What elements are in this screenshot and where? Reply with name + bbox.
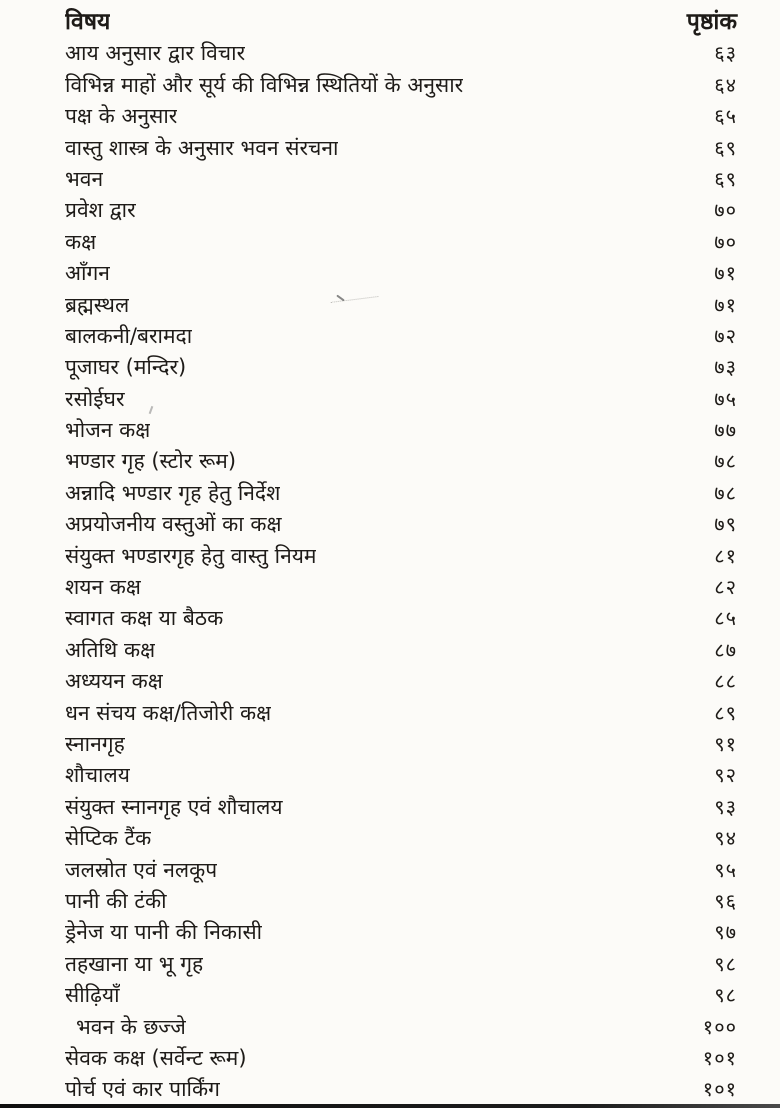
toc-entry-title: संयुक्त भण्डारगृह हेतु वास्तु नियम [65, 543, 317, 568]
toc-entry-row [65, 352, 737, 383]
toc-entry-title: शौचालय [65, 763, 130, 788]
toc-entry-list [65, 38, 737, 1105]
toc-entry-page-number: ९७ [714, 920, 737, 945]
page-number-column-header: पृष्ठांक [686, 9, 737, 35]
toc-entry-title: भवन [65, 166, 104, 191]
toc-entry-page-number: ७३ [714, 355, 737, 380]
toc-entry-page-number: ७२ [714, 323, 737, 348]
toc-entry-page-number: ९६ [714, 888, 737, 913]
toc-entry-title: अतिथि कक्ष [65, 637, 156, 662]
toc-entry-row [65, 227, 737, 258]
toc-entry-row [65, 729, 737, 760]
toc-entry-title: वास्तु शास्त्र के अनुसार भवन संरचना [65, 135, 339, 160]
toc-entry-row [65, 384, 737, 415]
toc-entry-row [65, 1074, 737, 1105]
toc-entry-page-number: १०१ [702, 1045, 737, 1070]
toc-entry-row [65, 698, 737, 729]
toc-entry-row [65, 446, 737, 477]
toc-entry-title: संयुक्त स्नानगृह एवं शौचालय [65, 794, 283, 819]
toc-entry-title: शयन कक्ष [65, 575, 141, 600]
toc-entry-title: बालकनी/बरामदा [65, 323, 193, 348]
toc-entry-row [65, 321, 737, 352]
toc-entry-page-number: ९८ [714, 951, 737, 976]
toc-entry-page-number: ६४ [714, 72, 737, 97]
toc-entry-title: रसोईघर [65, 386, 125, 411]
toc-entry-title: स्नानगृह [65, 731, 125, 756]
toc-header [65, 7, 737, 38]
toc-entry-page-number: ६३ [714, 41, 737, 66]
toc-entry-page-number: ७० [714, 229, 737, 254]
toc-entry-row [65, 258, 737, 289]
toc-entry-row [65, 603, 737, 634]
toc-entry-title: आँगन [65, 261, 110, 286]
toc-entry-page-number: ७८ [714, 480, 737, 505]
toc-entry-title: जलस्रोत एवं नलकूप [65, 857, 218, 882]
toc-entry-row [65, 195, 737, 226]
toc-entry-title: अध्ययन कक्ष [65, 669, 163, 694]
toc-entry-title: अप्रयोजनीय वस्तुओं का कक्ष [65, 512, 282, 537]
toc-entry-page-number: ७८ [714, 449, 737, 474]
toc-entry-row [65, 886, 737, 917]
toc-entry-row [65, 792, 737, 823]
toc-entry-row [65, 917, 737, 948]
toc-entry-row [65, 635, 737, 666]
toc-entry-row [65, 541, 737, 572]
toc-entry-title: भवन के छज्जे [76, 1014, 186, 1039]
toc-entry-title: कक्ष [65, 229, 97, 254]
toc-entry-row [65, 509, 737, 540]
toc-entry-page-number: ७० [714, 198, 737, 223]
toc-entry-page-number: ९३ [714, 794, 737, 819]
toc-entry-page-number: ८९ [714, 700, 737, 725]
toc-entry-title: अन्नादि भण्डार गृह हेतु निर्देश [65, 480, 281, 505]
toc-entry-title: सीढ़ियाँ [65, 983, 120, 1008]
page-bottom-scan-edge [0, 1104, 780, 1108]
toc-entry-row [65, 70, 737, 101]
toc-entry-title: भोजन कक्ष [65, 418, 151, 443]
toc-entry-row [65, 980, 737, 1011]
toc-entry-row [65, 38, 737, 69]
toc-entry-title: पूजाघर (मन्दिर) [65, 355, 187, 380]
toc-entry-page-number: ९४ [714, 826, 737, 851]
toc-entry-row [65, 478, 737, 509]
toc-entry-page-number: ७१ [714, 292, 737, 317]
toc-entry-row [65, 1043, 737, 1074]
toc-entry-page-number: ७१ [714, 261, 737, 286]
toc-entry-row [65, 101, 737, 132]
toc-entry-title: ड्रेनेज या पानी की निकासी [65, 920, 263, 945]
toc-entry-title: धन संचय कक्ष/तिजोरी कक्ष [65, 700, 272, 725]
toc-entry-page-number: ७९ [714, 512, 737, 537]
toc-entry-row [65, 415, 737, 446]
toc-entry-title: तहखाना या भू गृह [65, 951, 204, 976]
toc-entry-row [65, 1012, 737, 1043]
toc-entry-title: स्वागत कक्ष या बैठक [65, 606, 224, 631]
toc-entry-page-number: ६९ [714, 135, 737, 160]
toc-entry-title: सेवक कक्ष (सर्वेन्ट रूम) [65, 1045, 247, 1070]
toc-entry-title: भण्डार गृह (स्टोर रूम) [65, 449, 237, 474]
toc-entry-title: पोर्च एवं कार पार्किंग [65, 1077, 220, 1102]
toc-entry-row [65, 572, 737, 603]
toc-entry-title: पक्ष के अनुसार [65, 104, 178, 129]
toc-entry-page-number: ९१ [714, 731, 737, 756]
toc-entry-page-number: ८५ [714, 606, 737, 631]
toc-entry-row [65, 823, 737, 854]
toc-entry-page-number: ८७ [714, 637, 737, 662]
toc-entry-page-number: ९२ [714, 763, 737, 788]
toc-entry-page-number: ९८ [714, 983, 737, 1008]
toc-entry-row [65, 855, 737, 886]
toc-entry-row [65, 164, 737, 195]
toc-entry-title: आय अनुसार द्वार विचार [65, 41, 246, 66]
toc-entry-title: विभिन्न माहों और सूर्य की विभिन्न स्थितियों के अनुसार [65, 72, 464, 97]
toc-entry-page-number: ७७ [714, 418, 737, 443]
toc-entry-page-number: ८२ [714, 575, 737, 600]
toc-entry-title: सेप्टिक टैंक [65, 826, 152, 851]
toc-entry-row [65, 290, 737, 321]
toc-entry-row [65, 760, 737, 791]
toc-entry-title: पानी की टंकी [65, 888, 167, 913]
toc-entry-page-number: १०० [702, 1014, 737, 1039]
toc-entry-row [65, 949, 737, 980]
toc-entry-row [65, 133, 737, 164]
subject-column-header: विषय [65, 9, 111, 35]
toc-entry-title: प्रवेश द्वार [65, 198, 136, 223]
toc-entry-page-number: ७५ [714, 386, 737, 411]
toc-entry-page-number: ६९ [714, 166, 737, 191]
toc-entry-page-number: ८१ [714, 543, 737, 568]
toc-entry-title: ब्रह्मस्थल [65, 292, 130, 317]
toc-entry-page-number: १०१ [702, 1077, 737, 1102]
toc-entry-page-number: ८८ [714, 669, 737, 694]
toc-entry-row [65, 666, 737, 697]
toc-entry-page-number: ९५ [714, 857, 737, 882]
toc-entry-page-number: ६५ [714, 104, 737, 129]
